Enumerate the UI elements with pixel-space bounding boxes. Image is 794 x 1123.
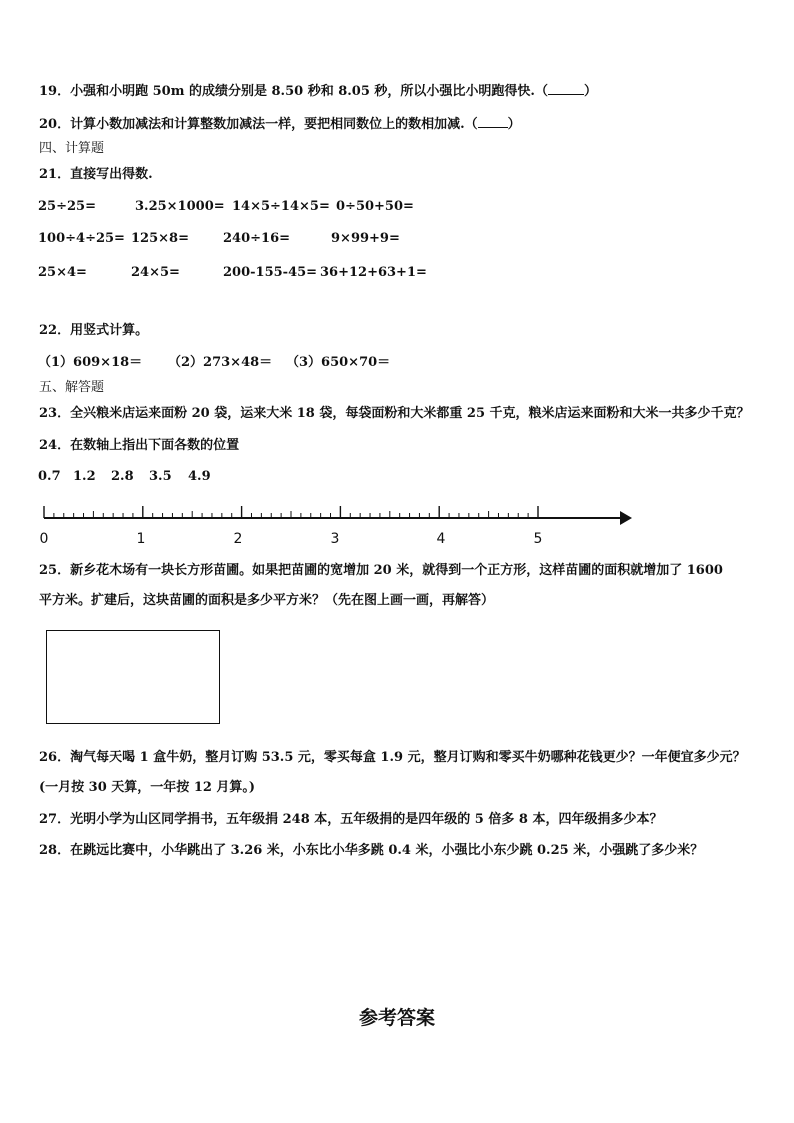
- question-24-stem: 24．在数轴上指出下面各数的位置: [39, 438, 240, 453]
- expr-r3-c4: 36+12+63+1=: [320, 265, 427, 280]
- question-20-close: ）: [507, 117, 521, 132]
- question-26-line-1: 26．淘气每天喝 1 盒牛奶，整月订购 53.5 元，零买每盒 1.9 元，整月订购和零买牛奶哪种花钱更少？一年便宜多少元？: [39, 750, 746, 765]
- number-line-ticks: [44, 506, 538, 518]
- expr-r3-c2: 24×5=: [131, 265, 180, 280]
- answer-blank[interactable]: [548, 83, 584, 95]
- vertical-calc-2: （2）273×48＝: [168, 355, 273, 370]
- expr-r1-c2: 3.25×1000=: [135, 199, 225, 214]
- question-25-line-2: 平方米。扩建后，这块苗圃的面积是多少平方米？（先在图上画一画，再解答）: [39, 593, 495, 608]
- axis-label-0: 0: [39, 531, 49, 547]
- expr-r3-c3: 200-155-45=: [223, 265, 318, 280]
- question-25-line-1: 25．新乡花木场有一块长方形苗圃。如果把苗圃的宽增加 20 米，就得到一个正方形，这样苗圃的面积就增加了 1600: [39, 563, 723, 578]
- vertical-calc-1: （1）609×18＝: [38, 355, 143, 370]
- expr-r2-c4: 9×99+9=: [331, 231, 400, 246]
- question-23: 23．全兴粮米店运来面粉 20 袋，运来大米 18 袋，每袋面粉和大米都重 25 千克，粮米店运来面粉和大米一共多少千克？: [39, 406, 750, 421]
- vertical-calc-3: （3）650×70＝: [286, 355, 391, 370]
- number-2-8: 2.8: [111, 469, 134, 484]
- question-20-text: 20．计算小数加减法和计算整数加减法一样，要把相同数位上的数相加减.（: [39, 117, 478, 132]
- question-27: 27．光明小学为山区同学捐书，五年级捐 248 本，五年级捐的是四年级的 5 倍多 8 本，四年级捐多少本？: [39, 812, 663, 827]
- answer-blank[interactable]: [478, 116, 508, 128]
- section-4-heading: 四、计算题: [39, 141, 105, 156]
- answer-title: 参考答案: [358, 1007, 435, 1029]
- question-28: 28．在跳远比赛中，小华跳出了 3.26 米，小东比小华多跳 0.4 米，小强比小东少跳 0.25 米，小强跳了多少米？: [39, 843, 704, 858]
- axis-label-4: 4: [436, 531, 446, 547]
- expr-r2-c3: 240÷16=: [223, 231, 291, 246]
- rectangle-nursery-figure: [46, 630, 220, 724]
- section-5-heading: 五、解答题: [39, 380, 105, 395]
- expr-r3-c1: 25×4=: [38, 265, 87, 280]
- question-26-line-2: (一月按 30 天算，一年按 12 月算。): [39, 780, 256, 795]
- number-4-9: 4.9: [188, 469, 211, 484]
- axis-label-3: 3: [330, 531, 340, 547]
- number-1-2: 1.2: [73, 469, 96, 484]
- number-line-arrowhead: [620, 511, 632, 525]
- number-0-7: 0.7: [38, 469, 61, 484]
- question-20: [39, 116, 521, 133]
- expr-r1-c3: 14×5÷14×5=: [232, 199, 330, 214]
- axis-label-5: 5: [533, 531, 543, 547]
- expr-r1-c4: 0÷50+50=: [336, 199, 414, 214]
- expr-r2-c2: 125×8=: [131, 231, 189, 246]
- question-19-text: 19．小强和小明跑 50m 的成绩分别是 8.50 秒和 8.05 秒，所以小强比小明跑得快.（: [39, 84, 548, 99]
- axis-label-1: 1: [136, 531, 146, 547]
- question-19-close: ）: [583, 84, 597, 99]
- number-line: [36, 498, 636, 550]
- question-22-stem: 22．用竖式计算。: [39, 323, 149, 338]
- question-21-stem: 21．直接写出得数.: [39, 167, 153, 182]
- question-19: [39, 83, 597, 100]
- expr-r2-c1: 100÷4÷25=: [38, 231, 125, 246]
- expr-r1-c1: 25÷25=: [38, 199, 96, 214]
- number-3-5: 3.5: [149, 469, 172, 484]
- axis-label-2: 2: [233, 531, 243, 547]
